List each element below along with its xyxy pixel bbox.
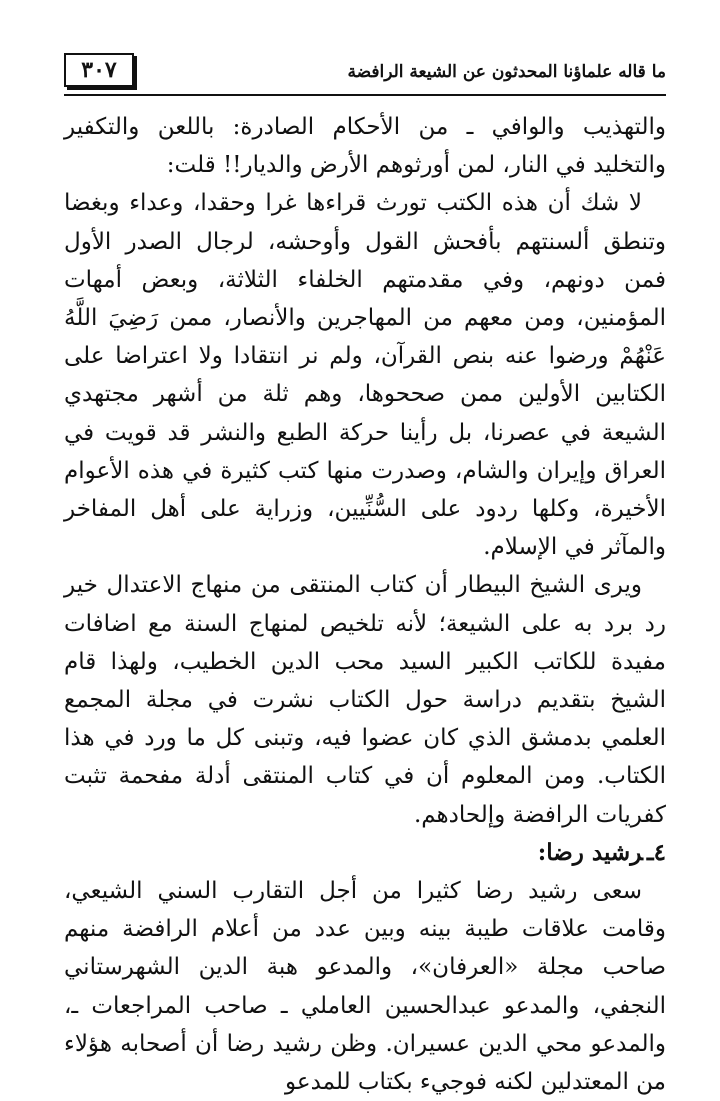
section-heading	[64, 834, 666, 872]
section-title: رشيد رضا:	[537, 838, 643, 866]
section-number: ٤ـ	[646, 838, 666, 866]
main-text	[64, 108, 666, 1101]
paragraph-4: سعى رشيد رضا كثيرا من أجل التقارب السني الشيعي، وقامت علاقات طيبة بينه وبين عدد من أعلام الرافضة منهم صاحب مجلة «العرفان»، والمدعو هبة الدين الشهرستاني النجفي، والمدعو عبدالحسين العاملي ـ صاحب المراجعات ـ، والمدعو محي الدين عسيران. وظن رشيد رضا أن أصحابه هؤلاء من المعتدلين لكنه فوجيء بكتاب للمدعو	[64, 878, 666, 1096]
running-title: ما قاله علماؤنا المحدثون عن الشيعة الرافضة	[347, 62, 666, 82]
paragraph-1: والتهذيب والوافي ـ من الأحكام الصادرة: باللعن والتكفير والتخليد في النار، لمن أورثوهم الأرض والديار!! قلت:	[64, 114, 666, 179]
paragraph-2: لا شك أن هذه الكتب تورث قراءها غرا وحقدا، وعداء وبغضا وتنطق ألسنتهم بأفحش القول وأوحشه، لرجال الصدر الأول فمن دونهم، وفي مقدمتهم الخلفاء الثلاثة، وبعض أمهات المؤمنين، ومن معهم من المهاجرين والأنصار، ممن رَضِيَ اللَّهُ عَنْهُمْ ورضوا عنه بنص القرآن، ولم نر انتقادا ولا اعتراضا على الكتابين الأولين ممن صححوها، وهم ثلة من أشهر مجتهدي الشيعة في عصرنا، بل رأينا حركة الطبع والنشر قد قويت في العراق وإيران والشام، وصدرت منها كتب كثيرة في هذه الأعوام الأخيرة، وكلها ردود على السُّنِّيين، وزراية على أهل المفاخر والمآثر في الإسلام.	[64, 190, 666, 561]
page-number: ٣٠٧	[64, 53, 134, 87]
header-rule	[64, 94, 666, 96]
page-header	[64, 50, 666, 96]
paragraph-3: ويرى الشيخ البيطار أن كتاب المنتقى من منهاج الاعتدال خير رد برد به على الشيعة؛ لأنه تلخيص لمنهاج السنة مع اضافات مفيدة للكاتب الكبير السيد محب الدين الخطيب، ولهذا قام الشيخ بتقديم دراسة حول الكتاب نشرت في مجلة المجمع العلمي بدمشق الذي كان عضوا فيه، وتبنى كل ما ورد في هذا الكتاب. ومن المعلوم أن في كتاب المنتقى أدلة مفحمة تثبت كفريات الرافضة وإلحادهم.	[64, 572, 666, 828]
